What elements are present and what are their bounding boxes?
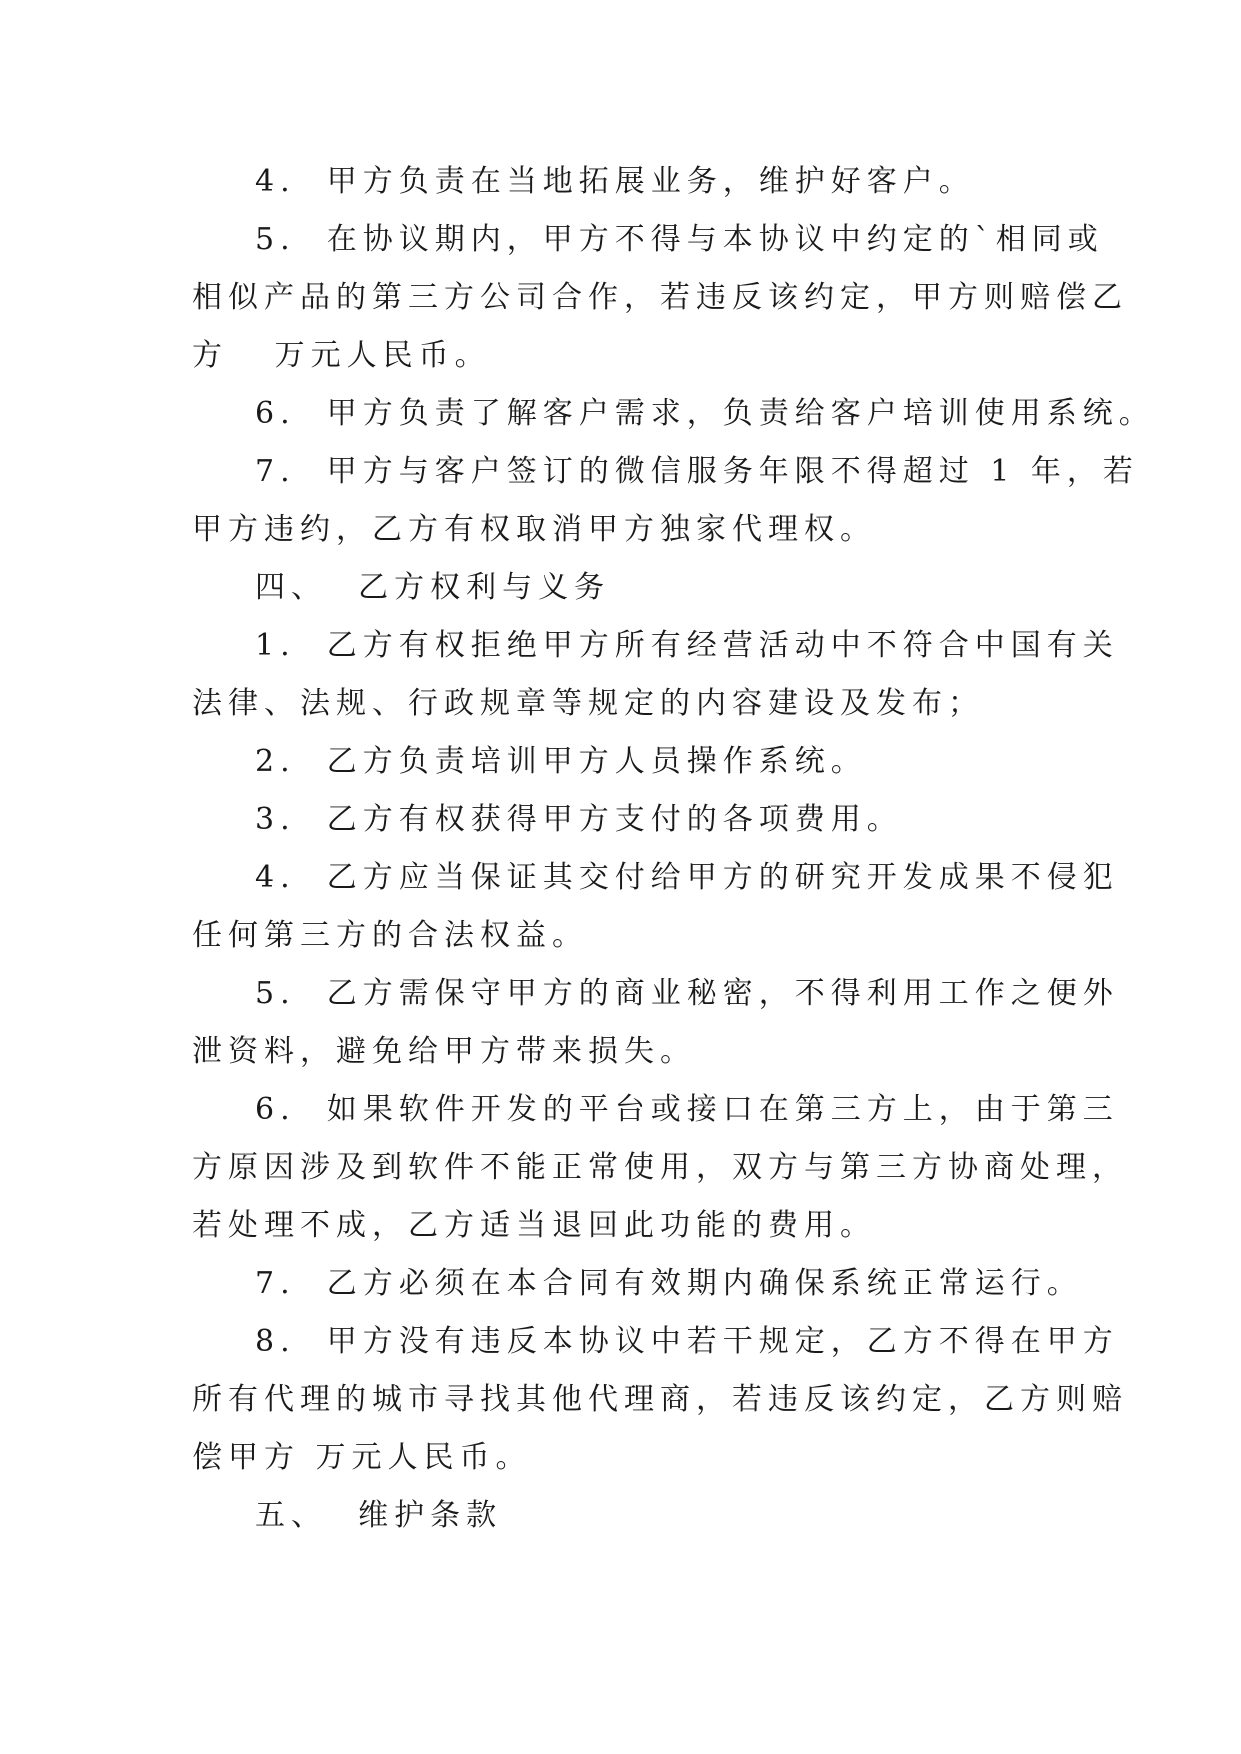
clause-line: 4. 乙方应当保证其交付给甲方的研究开发成果不侵犯 [255, 860, 1119, 895]
section-heading: 四、 乙方权利与义务 [255, 570, 611, 605]
clause-line: 8. 甲方没有违反本协议中若干规定，乙方不得在甲方 [255, 1324, 1119, 1359]
clause-line: 7. 甲方与客户签订的微信服务年限不得超过 1 年，若 [255, 454, 1139, 489]
clause-line: 偿甲方 万元人民币。 [192, 1440, 532, 1475]
clause-line: 方 万元人民币。 [192, 338, 491, 373]
clause-line: 5. 乙方需保守甲方的商业秘密，不得利用工作之便外 [255, 976, 1119, 1011]
clause-line: 6. 如果软件开发的平台或接口在第三方上，由于第三 [255, 1092, 1119, 1127]
clause-line: 法律、法规、行政规章等规定的内容建设及发布； [192, 686, 984, 721]
clause-line: 3. 乙方有权获得甲方支付的各项费用。 [255, 802, 903, 837]
clause-line: 5. 在协议期内，甲方不得与本协议中约定的`相同或 [255, 222, 1104, 257]
clause-line: 泄资料，避免给甲方带来损失。 [192, 1034, 696, 1069]
clause-line: 2. 乙方负责培训甲方人员操作系统。 [255, 744, 867, 779]
clause-line: 若处理不成，乙方适当退回此功能的费用。 [192, 1208, 876, 1243]
clause-line: 方原因涉及到软件不能正常使用，双方与第三方协商处理， [192, 1150, 1128, 1185]
clause-line: 任何第三方的合法权益。 [192, 918, 588, 953]
clause-line: 1. 乙方有权拒绝甲方所有经营活动中不符合中国有关 [255, 628, 1119, 663]
clause-line: 6. 甲方负责了解客户需求，负责给客户培训使用系统。 [255, 396, 1155, 431]
clause-line: 甲方违约，乙方有权取消甲方独家代理权。 [192, 512, 876, 547]
clause-line: 4. 甲方负责在当地拓展业务，维护好客户。 [255, 164, 975, 199]
clause-line: 7. 乙方必须在本合同有效期内确保系统正常运行。 [255, 1266, 1083, 1301]
section-heading: 五、 维护条款 [255, 1498, 503, 1533]
clause-line: 相似产品的第三方公司合作，若违反该约定，甲方则赔偿乙 [192, 280, 1128, 315]
clause-line: 所有代理的城市寻找其他代理商，若违反该约定，乙方则赔 [192, 1382, 1128, 1417]
